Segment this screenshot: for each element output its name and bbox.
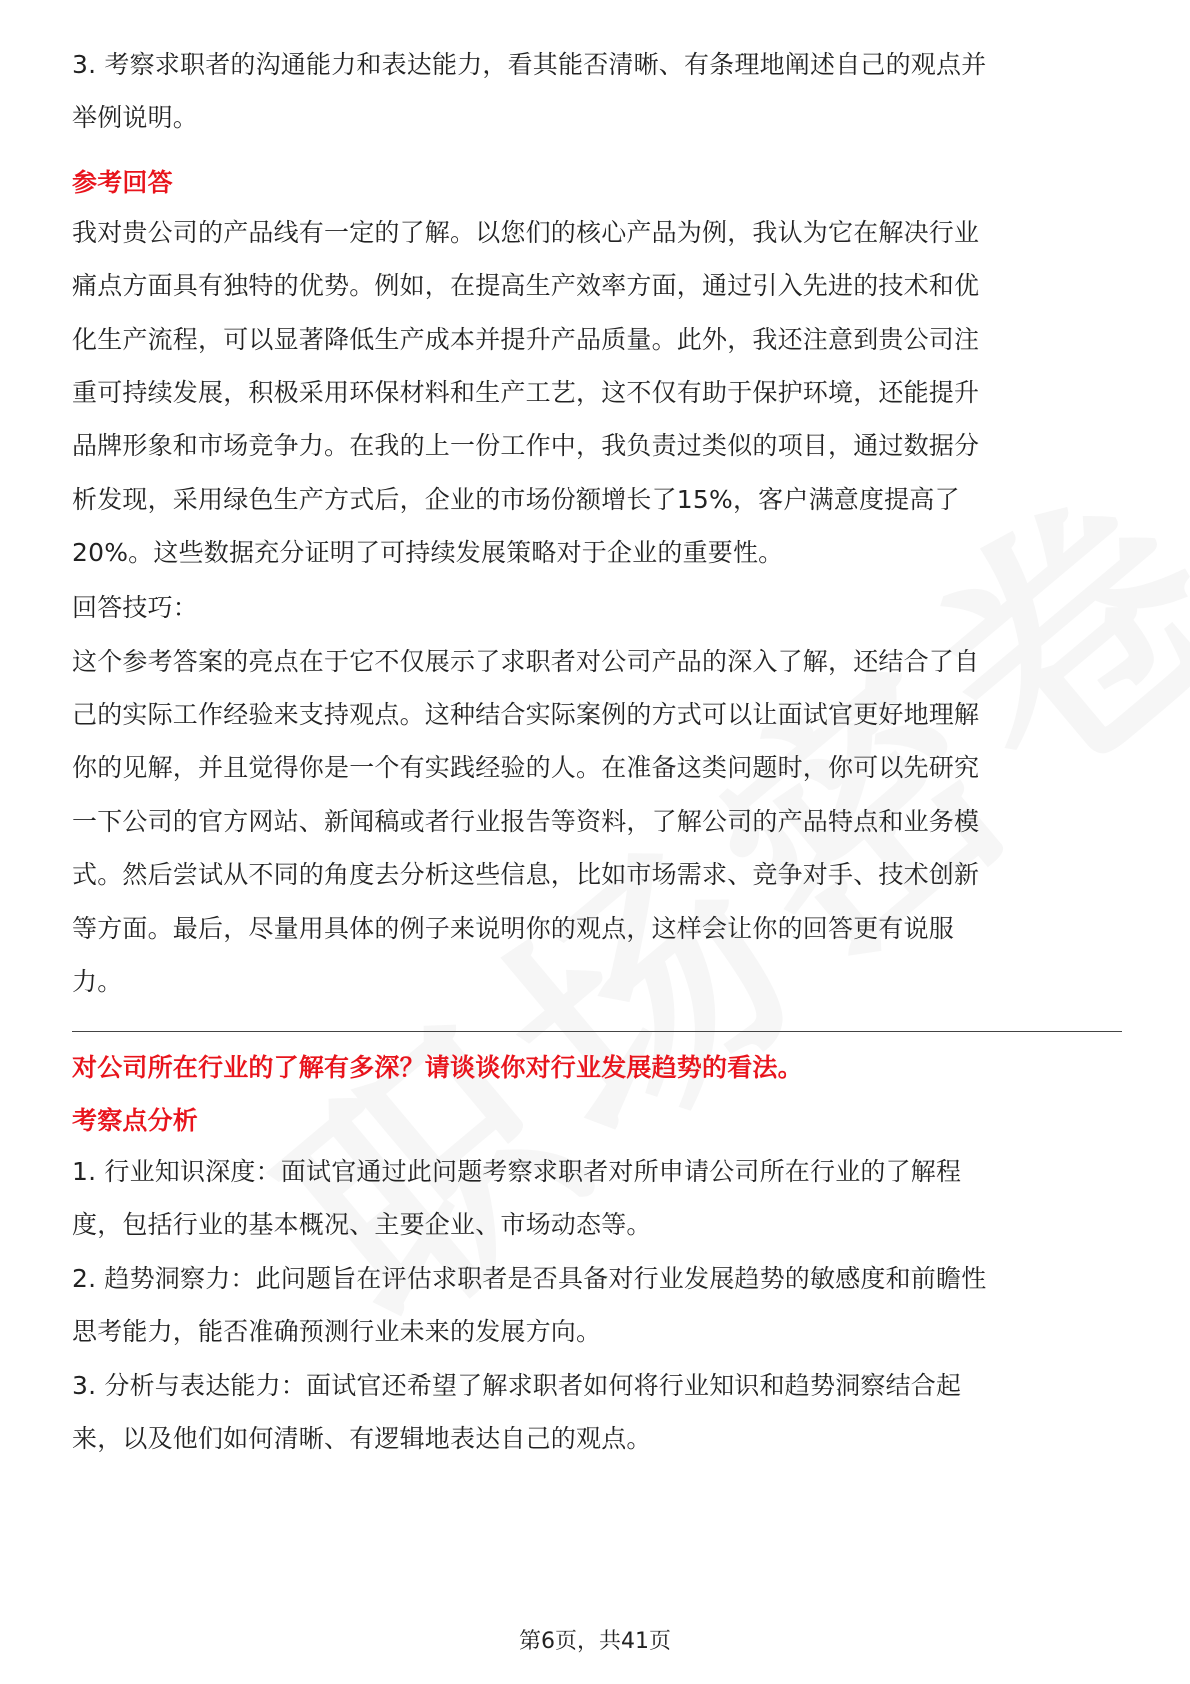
- question-title: 对公司所在行业的了解有多深？请谈谈你对行业发展趋势的看法。: [72, 1053, 803, 1082]
- point-3-line-1: 3. 考察求职者的沟通能力和表达能力，看其能否清晰、有条理地阐述自己的观点并: [72, 50, 987, 79]
- section-divider: [72, 1031, 1122, 1032]
- tips-line: 己的实际工作经验来支持观点。这种结合实际案例的方式可以让面试官更好地理解: [72, 700, 980, 729]
- tips-heading: 回答技巧：: [72, 593, 199, 622]
- tips-line: 等方面。最后，尽量用具体的例子来说明你的观点，这样会让你的回答更有说服: [72, 914, 955, 943]
- tips-line: 这个参考答案的亮点在于它不仅展示了求职者对公司产品的深入了解，还结合了自: [72, 647, 980, 676]
- analysis-line: 思考能力，能否准确预测行业未来的发展方向。: [72, 1317, 602, 1346]
- answer-line: 化生产流程，可以显著降低生产成本并提升产品质量。此外，我还注意到贵公司注: [72, 325, 980, 354]
- analysis-line: 2. 趋势洞察力：此问题旨在评估求职者是否具备对行业发展趋势的敏感度和前瞻性: [72, 1264, 987, 1293]
- tips-line: 式。然后尝试从不同的角度去分析这些信息，比如市场需求、竞争对手、技术创新: [72, 860, 980, 889]
- analysis-line: 来，以及他们如何清晰、有逻辑地表达自己的观点。: [72, 1424, 652, 1453]
- answer-line: 品牌形象和市场竞争力。在我的上一份工作中，我负责过类似的项目，通过数据分: [72, 431, 980, 460]
- analysis-line: 度，包括行业的基本概况、主要企业、市场动态等。: [72, 1210, 652, 1239]
- tips-line: 你的见解，并且觉得你是一个有实践经验的人。在准备这类问题时，你可以先研究: [72, 753, 980, 782]
- answer-line: 析发现，采用绿色生产方式后，企业的市场份额增长了15%，客户满意度提高了: [72, 485, 960, 514]
- answer-line: 20%。这些数据充分证明了可持续发展策略对于企业的重要性。: [72, 538, 784, 567]
- tips-line: 力。: [72, 967, 123, 996]
- analysis-line: 3. 分析与表达能力：面试官还希望了解求职者如何将行业知识和趋势洞察结合起: [72, 1371, 962, 1400]
- point-3-line-2: 举例说明。: [72, 103, 199, 132]
- tips-line: 一下公司的官方网站、新闻稿或者行业报告等资料，了解公司的产品特点和业务模: [72, 807, 980, 836]
- analysis-line: 1. 行业知识深度：面试官通过此问题考察求职者对所申请公司所在行业的了解程: [72, 1157, 962, 1186]
- answer-line: 我对贵公司的产品线有一定的了解。以您们的核心产品为例，我认为它在解决行业: [72, 218, 980, 247]
- answer-line: 重可持续发展，积极采用环保材料和生产工艺，这不仅有助于保护环境，还能提升: [72, 378, 980, 407]
- answer-heading: 参考回答: [72, 168, 173, 197]
- analysis-heading: 考察点分析: [72, 1106, 199, 1135]
- answer-line: 痛点方面具有独特的优势。例如，在提高生产效率方面，通过引入先进的技术和优: [72, 271, 980, 300]
- page-number: 第6页，共41页: [519, 1629, 671, 1654]
